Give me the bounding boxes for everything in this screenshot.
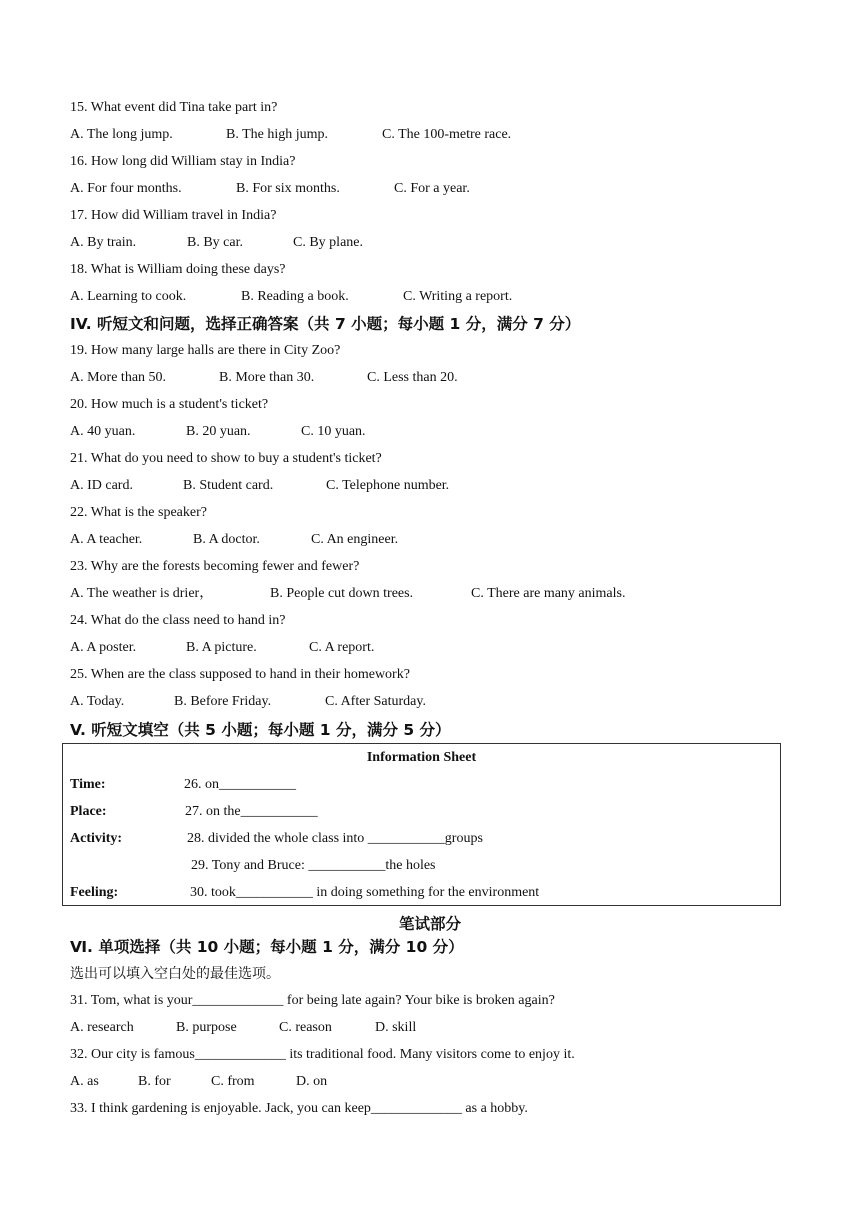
- question-33: 33. I think gardening is enjoyable. Jack, you can keep_____________ as a hobby.: [70, 1101, 528, 1116]
- options-20: [70, 423, 770, 441]
- question-19: 19. How many large halls are there in City Zoo?: [70, 343, 341, 358]
- option-c: C. By plane.: [293, 235, 363, 250]
- option-d: D. skill: [375, 1020, 417, 1035]
- option-a: A. Today.: [70, 694, 125, 709]
- option-b: B. purpose: [176, 1020, 237, 1035]
- option-b: B. A doctor.: [193, 532, 260, 547]
- options-15: [70, 126, 770, 144]
- info-label-feeling: Feeling:: [70, 885, 119, 900]
- option-d: D. on: [296, 1074, 328, 1089]
- option-a: A. The weather is drier，: [70, 586, 214, 601]
- options-32: [70, 1073, 770, 1091]
- options-31: [70, 1019, 770, 1037]
- options-22: [70, 531, 770, 549]
- options-17: [70, 234, 770, 252]
- info-value-30: 30. took___________ in doing something for the environment: [190, 885, 540, 900]
- option-b: B. for: [138, 1074, 171, 1089]
- options-19: [70, 369, 770, 387]
- option-c: C. Writing a report.: [403, 289, 513, 304]
- option-a: A. research: [70, 1020, 134, 1035]
- option-a: A. ID card.: [70, 478, 133, 493]
- information-sheet-box: [62, 743, 781, 906]
- option-c: C. reason: [279, 1020, 332, 1035]
- question-20: 20. How much is a student's ticket?: [70, 397, 269, 412]
- section-vi-header: Ⅵ. 单项选择（共 10 小题；每小题 1 分，满分 10 分）: [70, 938, 464, 956]
- question-21: 21. What do you need to show to buy a student's ticket?: [70, 451, 382, 466]
- question-22: 22. What is the speaker?: [70, 505, 207, 520]
- option-b: B. Before Friday.: [174, 694, 272, 709]
- question-17: 17. How did William travel in India?: [70, 208, 277, 223]
- section-vi-instruction: 选出可以填入空白处的最佳选项。: [70, 966, 280, 982]
- option-c: C. For a year.: [394, 181, 470, 196]
- section-iv-header: IV. 听短文和问题，选择正确答案（共 7 小题；每小题 1 分，满分 7 分）: [70, 315, 581, 333]
- option-a: A. A teacher.: [70, 532, 143, 547]
- question-16: 16. How long did William stay in India?: [70, 154, 296, 169]
- info-value-27: 27. on the___________: [185, 804, 318, 819]
- option-b: B. Student card.: [183, 478, 274, 493]
- question-32: 32. Our city is famous_____________ its traditional food. Many visitors come to enjoy it.: [70, 1047, 575, 1062]
- option-b: B. For six months.: [236, 181, 340, 196]
- option-c: C. An engineer.: [311, 532, 399, 547]
- info-value-29: 29. Tony and Bruce: ___________the holes: [191, 858, 436, 873]
- question-18: 18. What is William doing these days?: [70, 262, 286, 277]
- question-15: 15. What event did Tina take part in?: [70, 100, 278, 115]
- option-b: B. A picture.: [186, 640, 257, 655]
- info-label-activity: Activity:: [70, 831, 123, 846]
- option-c: C. Less than 20.: [367, 370, 458, 385]
- option-c: C. There are many animals.: [471, 586, 626, 601]
- option-c: C. 10 yuan.: [301, 424, 366, 439]
- options-24: [70, 639, 770, 657]
- options-23: [70, 585, 770, 603]
- section-v-header: V. 听短文填空（共 5 小题；每小题 1 分，满分 5 分）: [70, 721, 451, 739]
- options-25: [70, 693, 770, 711]
- option-c: C. After Saturday.: [325, 694, 426, 709]
- option-a: A. Learning to cook.: [70, 289, 187, 304]
- option-c: C. from: [211, 1074, 255, 1089]
- info-value-26: 26. on___________: [184, 777, 296, 792]
- info-label-place: Place:: [70, 804, 107, 819]
- option-a: A. A poster.: [70, 640, 137, 655]
- option-c: C. The 100-metre race.: [382, 127, 512, 142]
- question-24: 24. What do the class need to hand in?: [70, 613, 286, 628]
- option-b: B. By car.: [187, 235, 243, 250]
- option-c: C. Telephone number.: [326, 478, 450, 493]
- question-31: 31. Tom, what is your_____________ for being late again? Your bike is broken again?: [70, 993, 555, 1008]
- option-b: B. 20 yuan.: [186, 424, 251, 439]
- written-part-title: 笔试部分: [398, 915, 461, 933]
- option-a: A. For four months.: [70, 181, 182, 196]
- info-label-time: Time:: [70, 777, 106, 792]
- option-b: B. People cut down trees.: [270, 586, 414, 601]
- option-a: A. as: [70, 1074, 99, 1089]
- info-value-28: 28. divided the whole class into ___________groups: [187, 831, 483, 846]
- options-16: [70, 180, 770, 198]
- options-21: [70, 477, 770, 495]
- option-a: A. More than 50.: [70, 370, 167, 385]
- option-c: C. A report.: [309, 640, 375, 655]
- question-23: 23. Why are the forests becoming fewer and fewer?: [70, 559, 360, 574]
- options-18: [70, 288, 770, 306]
- information-sheet-title: Information Sheet: [366, 750, 477, 765]
- option-a: A. The long jump.: [70, 127, 173, 142]
- question-25: 25. When are the class supposed to hand in their homework?: [70, 667, 410, 682]
- option-a: A. 40 yuan.: [70, 424, 136, 439]
- option-a: A. By train.: [70, 235, 137, 250]
- option-b: B. More than 30.: [219, 370, 315, 385]
- option-b: B. The high jump.: [226, 127, 329, 142]
- option-b: B. Reading a book.: [241, 289, 349, 304]
